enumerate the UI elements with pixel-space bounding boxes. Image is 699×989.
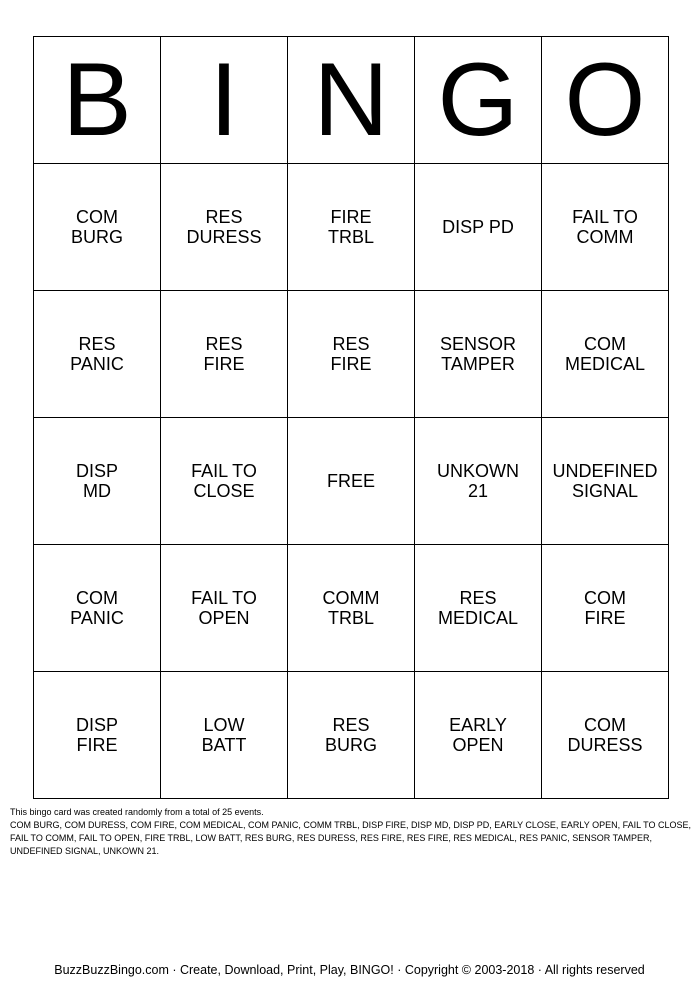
header-cell [161, 37, 288, 164]
bingo-cell-text: DISP MD [75, 460, 118, 501]
bingo-cell [542, 164, 669, 291]
bingo-cell [161, 164, 288, 291]
header-cell [542, 37, 669, 164]
bingo-cell [415, 672, 542, 799]
header-letter-o: O [564, 42, 646, 158]
bingo-cell [415, 164, 542, 291]
bingo-cell [288, 545, 415, 672]
bingo-row [34, 164, 669, 291]
bingo-header-row [34, 37, 669, 164]
bingo-cell [161, 291, 288, 418]
bingo-cell [288, 291, 415, 418]
bingo-cell [542, 545, 669, 672]
header-letter-b: B [62, 42, 132, 158]
bingo-free-space: FREE [326, 470, 375, 491]
bingo-cell-text: EARLY OPEN [449, 714, 507, 755]
bingo-cell-text: FIRE TRBL [327, 206, 374, 247]
bingo-row [34, 291, 669, 418]
bingo-cell-text: UNDEFINED SIGNAL [552, 460, 658, 501]
bingo-cell [34, 418, 161, 545]
header-letter-i: I [209, 42, 239, 158]
bingo-card [33, 36, 669, 799]
bingo-cell-text: FAIL TO COMM [572, 206, 638, 247]
card-info-events: COM BURG, COM DURESS, COM FIRE, COM MEDICAL, COM PANIC, COMM TRBL, DISP FIRE, DISP MD, DISP PD, EARLY CLOSE, EARLY OPEN, FAIL TO CLOSE, FAIL TO COMM, FAIL TO OPEN, FIRE TRBL, LOW BATT, RES BURG, RES DURESS, RES FIRE, RES FIRE, RES MEDICAL, RES PANIC, SENSOR TAMPER, UNDEFINED SIGNAL, UNKOWN 21. [10, 820, 691, 856]
bingo-cell-text: RES PANIC [70, 333, 124, 374]
bingo-cell-free [288, 418, 415, 545]
bingo-row [34, 418, 669, 545]
bingo-cell-text: COM BURG [70, 206, 123, 247]
bingo-cell [542, 418, 669, 545]
bingo-cell-text: UNKOWN 21 [437, 460, 519, 501]
bingo-cell-text: RES MEDICAL [437, 587, 518, 628]
card-info [10, 806, 692, 858]
bingo-cell-text: COMM TRBL [322, 587, 380, 628]
bingo-cell [415, 545, 542, 672]
header-letter-g: G [437, 42, 519, 158]
bingo-cell-text: RES DURESS [186, 206, 262, 247]
bingo-cell-text: FAIL TO CLOSE [191, 460, 257, 501]
bingo-cell [542, 672, 669, 799]
header-cell [288, 37, 415, 164]
header-letter-n: N [313, 42, 389, 158]
bingo-cell-text: COM PANIC [70, 587, 124, 628]
bingo-cell [288, 164, 415, 291]
bingo-cell [161, 418, 288, 545]
bingo-cell-text: RES FIRE [203, 333, 245, 374]
bingo-cell [542, 291, 669, 418]
bingo-cell [34, 672, 161, 799]
bingo-row [34, 672, 669, 799]
bingo-cell [288, 672, 415, 799]
bingo-cell [161, 545, 288, 672]
bingo-row [34, 545, 669, 672]
bingo-cell-text: SENSOR TAMPER [439, 333, 517, 374]
bingo-cell [415, 418, 542, 545]
site-footer: BuzzBuzzBingo.com · Create, Download, Print, Play, BINGO! · Copyright © 2003-2018 · All rights reserved [54, 963, 645, 977]
bingo-cell [34, 291, 161, 418]
bingo-cell [34, 164, 161, 291]
bingo-cell-text: RES FIRE [330, 333, 372, 374]
bingo-cell-text: COM DURESS [567, 714, 643, 755]
bingo-cell-text: FAIL TO OPEN [191, 587, 257, 628]
bingo-cell-text: LOW BATT [201, 714, 247, 755]
header-cell [415, 37, 542, 164]
card-info-summary: This bingo card was created randomly from a total of 25 events. [10, 807, 264, 817]
header-cell [34, 37, 161, 164]
bingo-cell-text: DISP FIRE [75, 714, 118, 755]
bingo-cell [161, 672, 288, 799]
bingo-cell [34, 545, 161, 672]
bingo-cell-text: COM MEDICAL [564, 333, 645, 374]
bingo-cell-text: RES BURG [324, 714, 377, 755]
bingo-cell-text: COM FIRE [584, 587, 626, 628]
bingo-cell-text: DISP PD [442, 216, 514, 237]
bingo-cell [415, 291, 542, 418]
